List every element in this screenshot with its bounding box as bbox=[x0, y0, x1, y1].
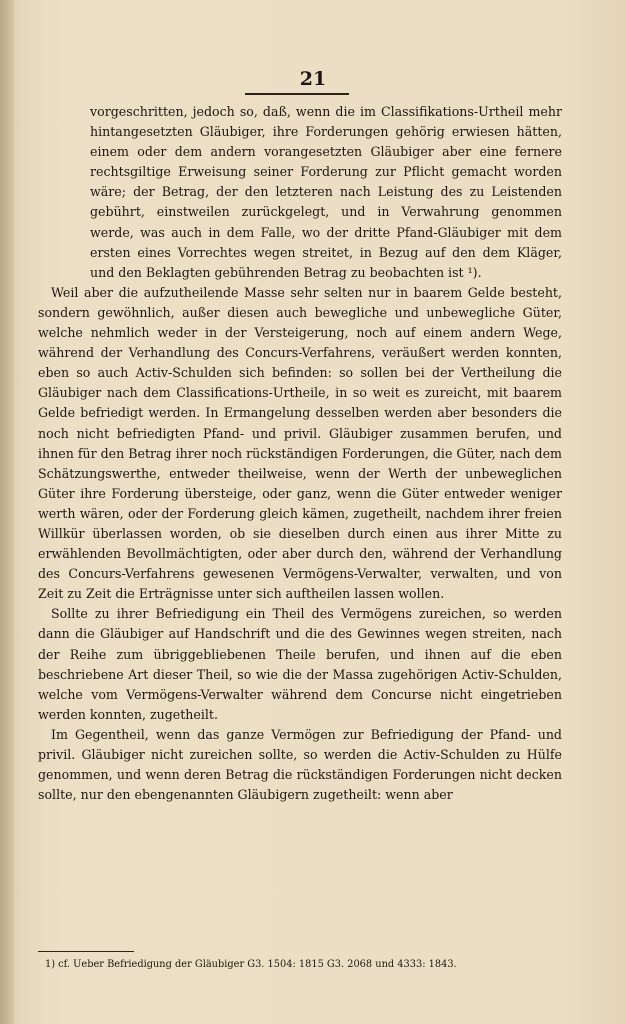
paragraph-continued: vorgeschritten, jedoch so, daß, wenn die im Classifikations-Urtheil mehr hintangesetzten Gläubiger, ihre Forderungen gehörig erwiesen hätten, einem oder dem andern vorangesetzten Gläubiger aber eine fernere rechtsgiltige Erweisung seiner Forderung zur Pflicht gemacht worden wäre; der Betrag, der den letzteren nach Leistung des zu Leistenden gebührt, einstweilen zurückgelegt, und in Verwahrung genommen werde, was auch in dem Falle, wo der dritte Pfand-Gläubiger mit dem ersten eines Vorrechtes wegen streitet, in Bezug auf den dem Kläger, und den Beklagten gebührenden Betrag zu beobachten ist ¹). bbox=[90, 104, 562, 280]
paragraph-sollte: Sollte zu ihrer Befriedigung ein Theil des Vermögens zureichen, so werden dann die Gläubiger auf Handschrift und die des Gewinnes wegen streiten, nach der Reihe zum übriggebliebenen Theile berufen, und ihnen auf die eben beschriebene Art dieser Theil, so wie die der Massa zugehörigen Activ-Schulden, welche vom Vermögens-Verwalter während dem Concurse nicht eingetrieben werden konnten, zugetheilt. bbox=[38, 606, 562, 722]
page-number: 21 bbox=[299, 68, 327, 90]
body-text bbox=[38, 102, 562, 805]
paragraph-masse: Weil aber die aufzutheilende Masse sehr selten nur in baarem Gelde besteht, sondern gewöhnlich, außer diesen auch bewegliche und unbewegliche Güter, welche nehmlich weder in der Versteigerung, noch auf einem andern Wege, während der Verhandlung des Concurs-Verfahrens, veräußert werden konnten, eben so auch Activ-Schulden sich befinden: so sollen bei der Vertheilung die Gläubiger nach dem Classifications-Urtheile, in so weit es zureicht, mit baarem Gelde befriedigt werden. In Ermangelung desselben werden aber besonders die noch nicht befriedigten Pfand- und privil. Gläubiger zusammen berufen, und ihnen für den Betrag ihrer noch rückständigen Forderungen, die Güter, nach dem Schätzungswerthe, entweder theilweise, wenn der Werth der unbeweglichen Güter ihre Forderung übersteige, oder ganz, wenn die Güter entweder weniger werth wären, oder der Forderung gleich kämen, zugetheilt, nachdem ihrer freien Willkür überlassen worden, ob sie dieselben durch einen aus ihrer Mitte zu erwählenden Bevollmächtigten, oder aber durch den, während der Verhandlung des Concurs-Verfahrens gewesenen Vermögens-Verwalter, verwalten, und von Zeit zu Zeit die Erträgnisse unter sich auftheilen lassen wollen. bbox=[38, 284, 562, 602]
footnote: 1) cf. Ueber Befriedigung der Gläubiger G3. 1504: 1815 G3. 2068 und 4333: 1843. bbox=[45, 959, 457, 970]
gutter-shadow bbox=[0, 0, 14, 1024]
paragraph-gegentheil: Im Gegentheil, wenn das ganze Vermögen zur Befriedigung der Pfand- und privil. Gläubiger nicht zureichen sollte, so werden die Activ-Schulden zu Hülfe genommen, und wenn deren Betrag die rückständigen Forderungen nicht decken sollte, nur den ebengenannten Gläubigern zugetheilt: wenn aber bbox=[38, 726, 562, 803]
header-rule bbox=[245, 93, 349, 95]
footnote-rule bbox=[38, 951, 134, 952]
